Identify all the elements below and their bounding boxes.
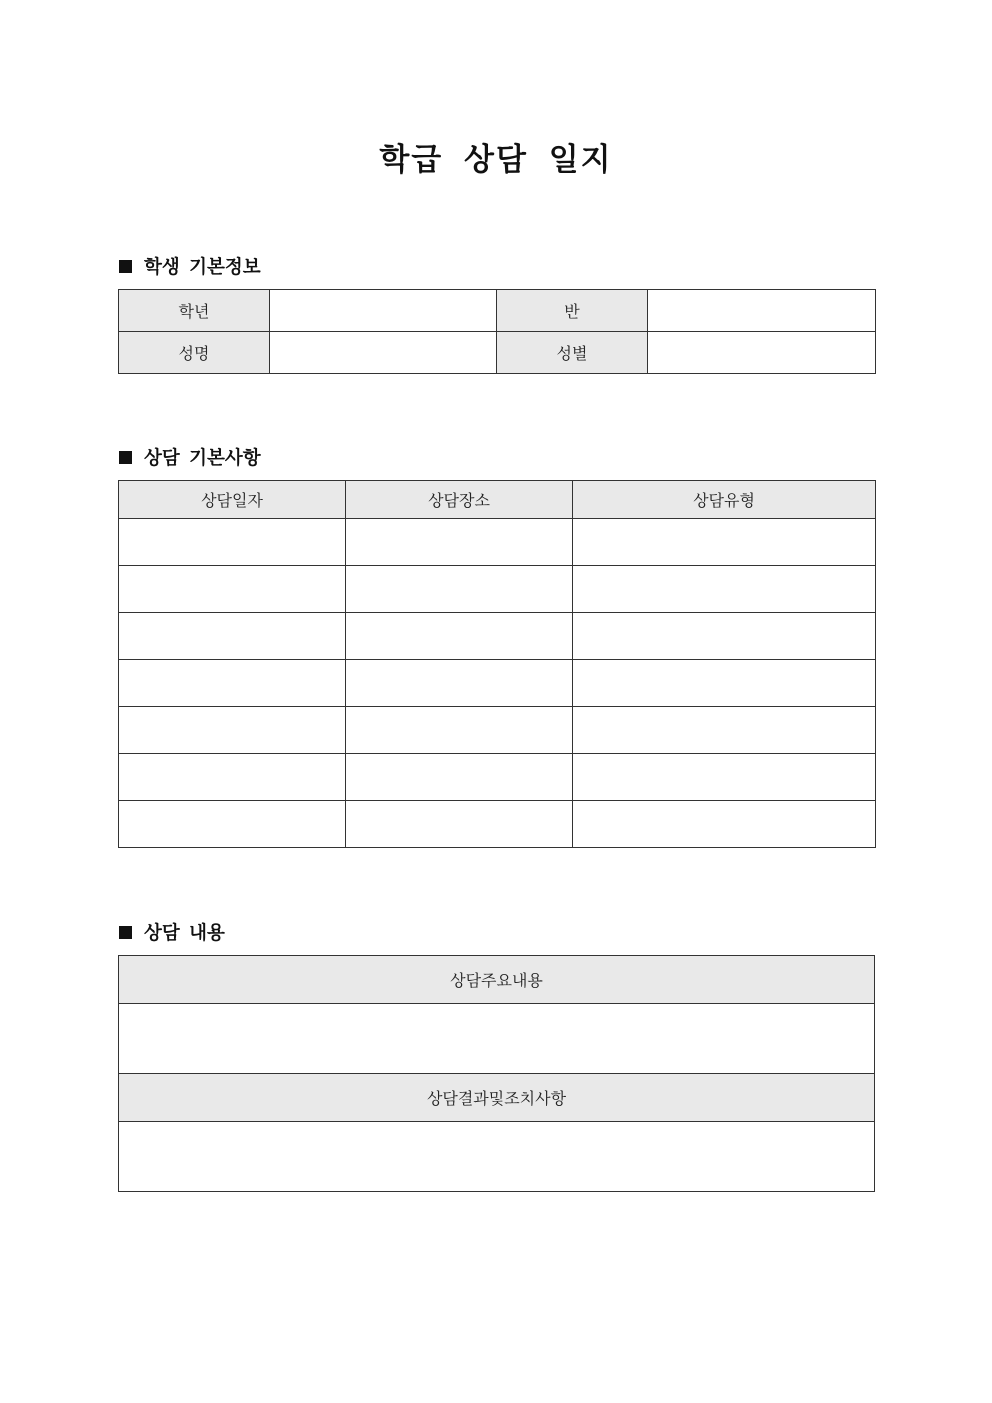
table-row (119, 707, 876, 754)
table-header-row (119, 956, 875, 1004)
date-cell[interactable] (119, 566, 346, 613)
column-header-type: 상담유형 (573, 481, 876, 519)
counseling-basics-heading-text: 상담 기본사항 (144, 448, 261, 469)
type-cell[interactable] (573, 801, 876, 848)
place-cell[interactable] (346, 660, 573, 707)
counseling-content-table (118, 955, 875, 1192)
counseling-basics-heading (119, 444, 261, 470)
table-row (119, 754, 876, 801)
place-cell[interactable] (346, 707, 573, 754)
column-header-date: 상담일자 (119, 481, 346, 519)
counseling-basics-table (118, 480, 876, 848)
section-bullet-icon (119, 451, 132, 464)
type-cell[interactable] (573, 707, 876, 754)
date-cell[interactable] (119, 519, 346, 566)
date-cell[interactable] (119, 754, 346, 801)
student-info-table (118, 289, 876, 374)
result-label: 상담결과및조치사항 (119, 1074, 875, 1122)
table-row (119, 660, 876, 707)
name-label: 성명 (119, 332, 270, 374)
column-header-place: 상담장소 (346, 481, 573, 519)
section-bullet-icon (119, 260, 132, 273)
name-field[interactable] (270, 332, 497, 374)
table-row (119, 1122, 875, 1192)
gender-label: 성별 (497, 332, 648, 374)
place-cell[interactable] (346, 754, 573, 801)
date-cell[interactable] (119, 707, 346, 754)
table-row (119, 613, 876, 660)
main-content-field[interactable] (119, 1004, 875, 1074)
place-cell[interactable] (346, 519, 573, 566)
result-field[interactable] (119, 1122, 875, 1192)
grade-label: 학년 (119, 290, 270, 332)
class-label: 반 (497, 290, 648, 332)
type-cell[interactable] (573, 519, 876, 566)
place-cell[interactable] (346, 566, 573, 613)
main-content-label: 상담주요내용 (119, 956, 875, 1004)
table-row (119, 1004, 875, 1074)
table-row (119, 566, 876, 613)
student-info-heading (119, 253, 261, 279)
document-title: 학급 상담 일지 (379, 142, 613, 178)
date-cell[interactable] (119, 801, 346, 848)
counseling-content-heading (119, 919, 225, 945)
table-header-row (119, 481, 876, 519)
table-row (119, 519, 876, 566)
student-info-heading-text: 학생 기본정보 (144, 257, 261, 278)
type-cell[interactable] (573, 754, 876, 801)
type-cell[interactable] (573, 613, 876, 660)
class-field[interactable] (648, 290, 876, 332)
grade-field[interactable] (270, 290, 497, 332)
date-cell[interactable] (119, 660, 346, 707)
section-bullet-icon (119, 926, 132, 939)
table-header-row (119, 1074, 875, 1122)
date-cell[interactable] (119, 613, 346, 660)
gender-field[interactable] (648, 332, 876, 374)
type-cell[interactable] (573, 566, 876, 613)
place-cell[interactable] (346, 801, 573, 848)
counseling-content-heading-text: 상담 내용 (144, 923, 225, 944)
type-cell[interactable] (573, 660, 876, 707)
place-cell[interactable] (346, 613, 573, 660)
table-row (119, 801, 876, 848)
